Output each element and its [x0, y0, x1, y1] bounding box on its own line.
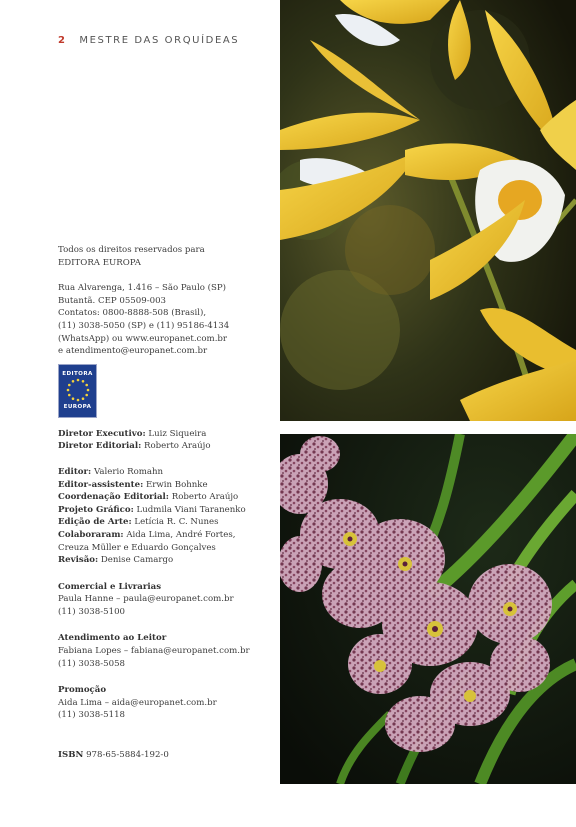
credit-line — [58, 554, 276, 567]
stars-ring-icon — [66, 378, 90, 402]
credit-name: Aida Lima, André Fortes, — [126, 529, 236, 540]
isbn-line — [58, 749, 276, 762]
credit-name: Denise Camargo — [100, 555, 174, 566]
section-title — [58, 632, 276, 645]
book-title: MESTRE DAS ORQUÍDEAS — [79, 35, 240, 46]
commercial-title: Comercial e Livrarias — [58, 581, 162, 592]
credit-role: Colaboraram: — [58, 529, 124, 540]
credit-role: Coordenação Editorial: — [58, 492, 169, 503]
phone-line: (11) 3038-5118 — [58, 710, 126, 721]
credit-line — [58, 466, 276, 479]
isbn-label: ISBN — [58, 750, 84, 761]
editora-europa-logo — [58, 364, 97, 418]
credit-role: Editor: — [58, 466, 92, 477]
section-title — [58, 684, 276, 697]
phone-line: (11) 3038-5058 — [58, 658, 126, 669]
contact-line: Fabiana Lopes – fabiana@europanet.com.br — [58, 646, 250, 657]
credit-role: Diretor Executivo: — [58, 428, 146, 439]
rights-line: Todos os direitos reservados para — [58, 245, 205, 255]
credit-line — [58, 504, 276, 517]
credit-name: Letícia R. C. Nunes — [134, 517, 219, 528]
address-line: Rua Alvarenga, 1.416 – São Paulo (SP) — [58, 283, 226, 294]
phone-line: (11) 3038-5100 — [58, 606, 126, 617]
contact-line: Aida Lima – aida@europanet.com.br — [58, 697, 217, 708]
pink-orchid-photo — [280, 434, 576, 784]
logo-text-top: EDITORA — [62, 370, 93, 377]
reader-service-title: Atendimento ao Leitor — [58, 633, 167, 644]
credit-name: Erwin Bohnke — [146, 479, 208, 490]
yellow-orchid-photo — [280, 0, 576, 421]
contact-line: (11) 3038-5050 (SP) e (11) 95186-4134 — [58, 320, 230, 331]
contact-line: (WhatsApp) ou www.europanet.com.br — [58, 333, 228, 344]
credit-role: Revisão: — [58, 555, 99, 566]
contact-line: Contatos: 0800-8888-508 (Brasil), — [58, 308, 207, 319]
credit-name: Valerio Romahn — [93, 466, 164, 477]
credit-name: Roberto Araújo — [144, 441, 211, 452]
contact-line: e atendimento@europanet.com.br — [58, 346, 208, 357]
isbn-value: 978-65-5884-192-0 — [86, 750, 169, 761]
credit-name: Ludmila Viani Taranenko — [136, 504, 246, 515]
credit-role: Diretor Editorial: — [58, 441, 142, 452]
running-header — [58, 35, 239, 46]
address-line: Butantã. CEP 05509-003 — [58, 295, 167, 306]
credit-role: Projeto Gráfico: — [58, 504, 134, 515]
logo-text-bottom: EUROPA — [63, 404, 92, 411]
promotion-title: Promoção — [58, 685, 107, 696]
credit-line — [58, 491, 276, 504]
contact-line: Paula Hanne – paula@europanet.com.br — [58, 594, 234, 605]
credit-line — [58, 529, 276, 542]
credit-line — [58, 479, 276, 492]
page-number: 2 — [58, 35, 67, 46]
section-title — [58, 581, 276, 594]
credit-role: Edição de Arte: — [58, 517, 132, 528]
credit-line — [58, 542, 276, 555]
credit-line — [58, 516, 276, 529]
publisher-name: EDITORA EUROPA — [58, 257, 141, 268]
credit-line — [58, 428, 276, 441]
credit-role: Editor-assistente: — [58, 479, 144, 490]
credit-name: Luiz Siqueira — [148, 428, 207, 439]
credit-line — [58, 440, 276, 453]
credit-name: Roberto Araújo — [171, 492, 239, 503]
credit-name: Creuza Müller e Eduardo Gonçalves — [58, 542, 216, 553]
imprint-column — [58, 244, 276, 762]
